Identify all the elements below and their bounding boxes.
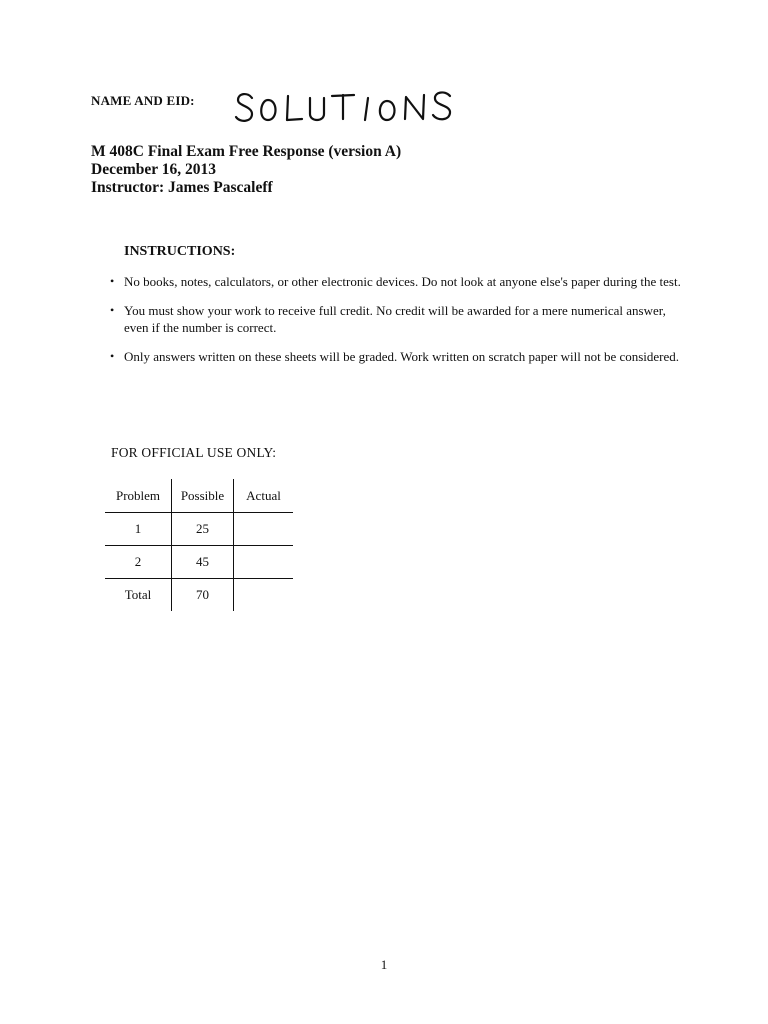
score-table — [105, 479, 293, 611]
table-header-row — [105, 479, 293, 513]
cell-possible: 70 — [172, 579, 234, 612]
cell-actual — [234, 579, 294, 612]
table-row-total — [105, 579, 293, 612]
name-eid-label: NAME AND EID: — [91, 93, 195, 108]
exam-instructor: Instructor: James Pascaleff — [91, 179, 273, 196]
cell-problem: Total — [105, 579, 172, 612]
cell-problem: 2 — [105, 546, 172, 579]
handwritten-solutions-signature — [230, 84, 470, 130]
instructions-list — [110, 273, 690, 376]
header-possible: Possible — [172, 479, 234, 513]
table-row — [105, 513, 293, 546]
instruction-item: • No books, notes, calculators, or other electronic devices. Do not look at anyone else's paper during the test. — [110, 274, 681, 289]
table-row — [105, 546, 293, 579]
bullet-icon: • — [110, 274, 115, 288]
cell-actual — [234, 546, 294, 579]
header-actual: Actual — [234, 479, 294, 513]
bullet-icon: • — [110, 302, 115, 317]
instructions-heading: INSTRUCTIONS: — [124, 244, 236, 259]
exam-header — [91, 143, 401, 197]
instruction-item: • Only answers written on these sheets will be graded. Work written on scratch paper will not be considered. — [110, 348, 680, 364]
bullet-icon: • — [110, 348, 115, 363]
exam-title: M 408C Final Exam Free Response (version A) — [91, 143, 402, 160]
official-use-label: FOR OFFICIAL USE ONLY: — [111, 445, 277, 460]
page-number: 1 — [380, 957, 388, 972]
cell-actual — [234, 513, 294, 546]
cell-problem: 1 — [105, 513, 172, 546]
cell-possible: 45 — [172, 546, 234, 579]
cell-possible: 25 — [172, 513, 234, 546]
header-problem: Problem — [105, 479, 172, 513]
exam-date: December 16, 2013 — [91, 161, 216, 178]
instruction-item: • You must show your work to receive full credit. No credit will be awarded for a mere numerical answer, even if the number is correct. — [110, 302, 666, 335]
